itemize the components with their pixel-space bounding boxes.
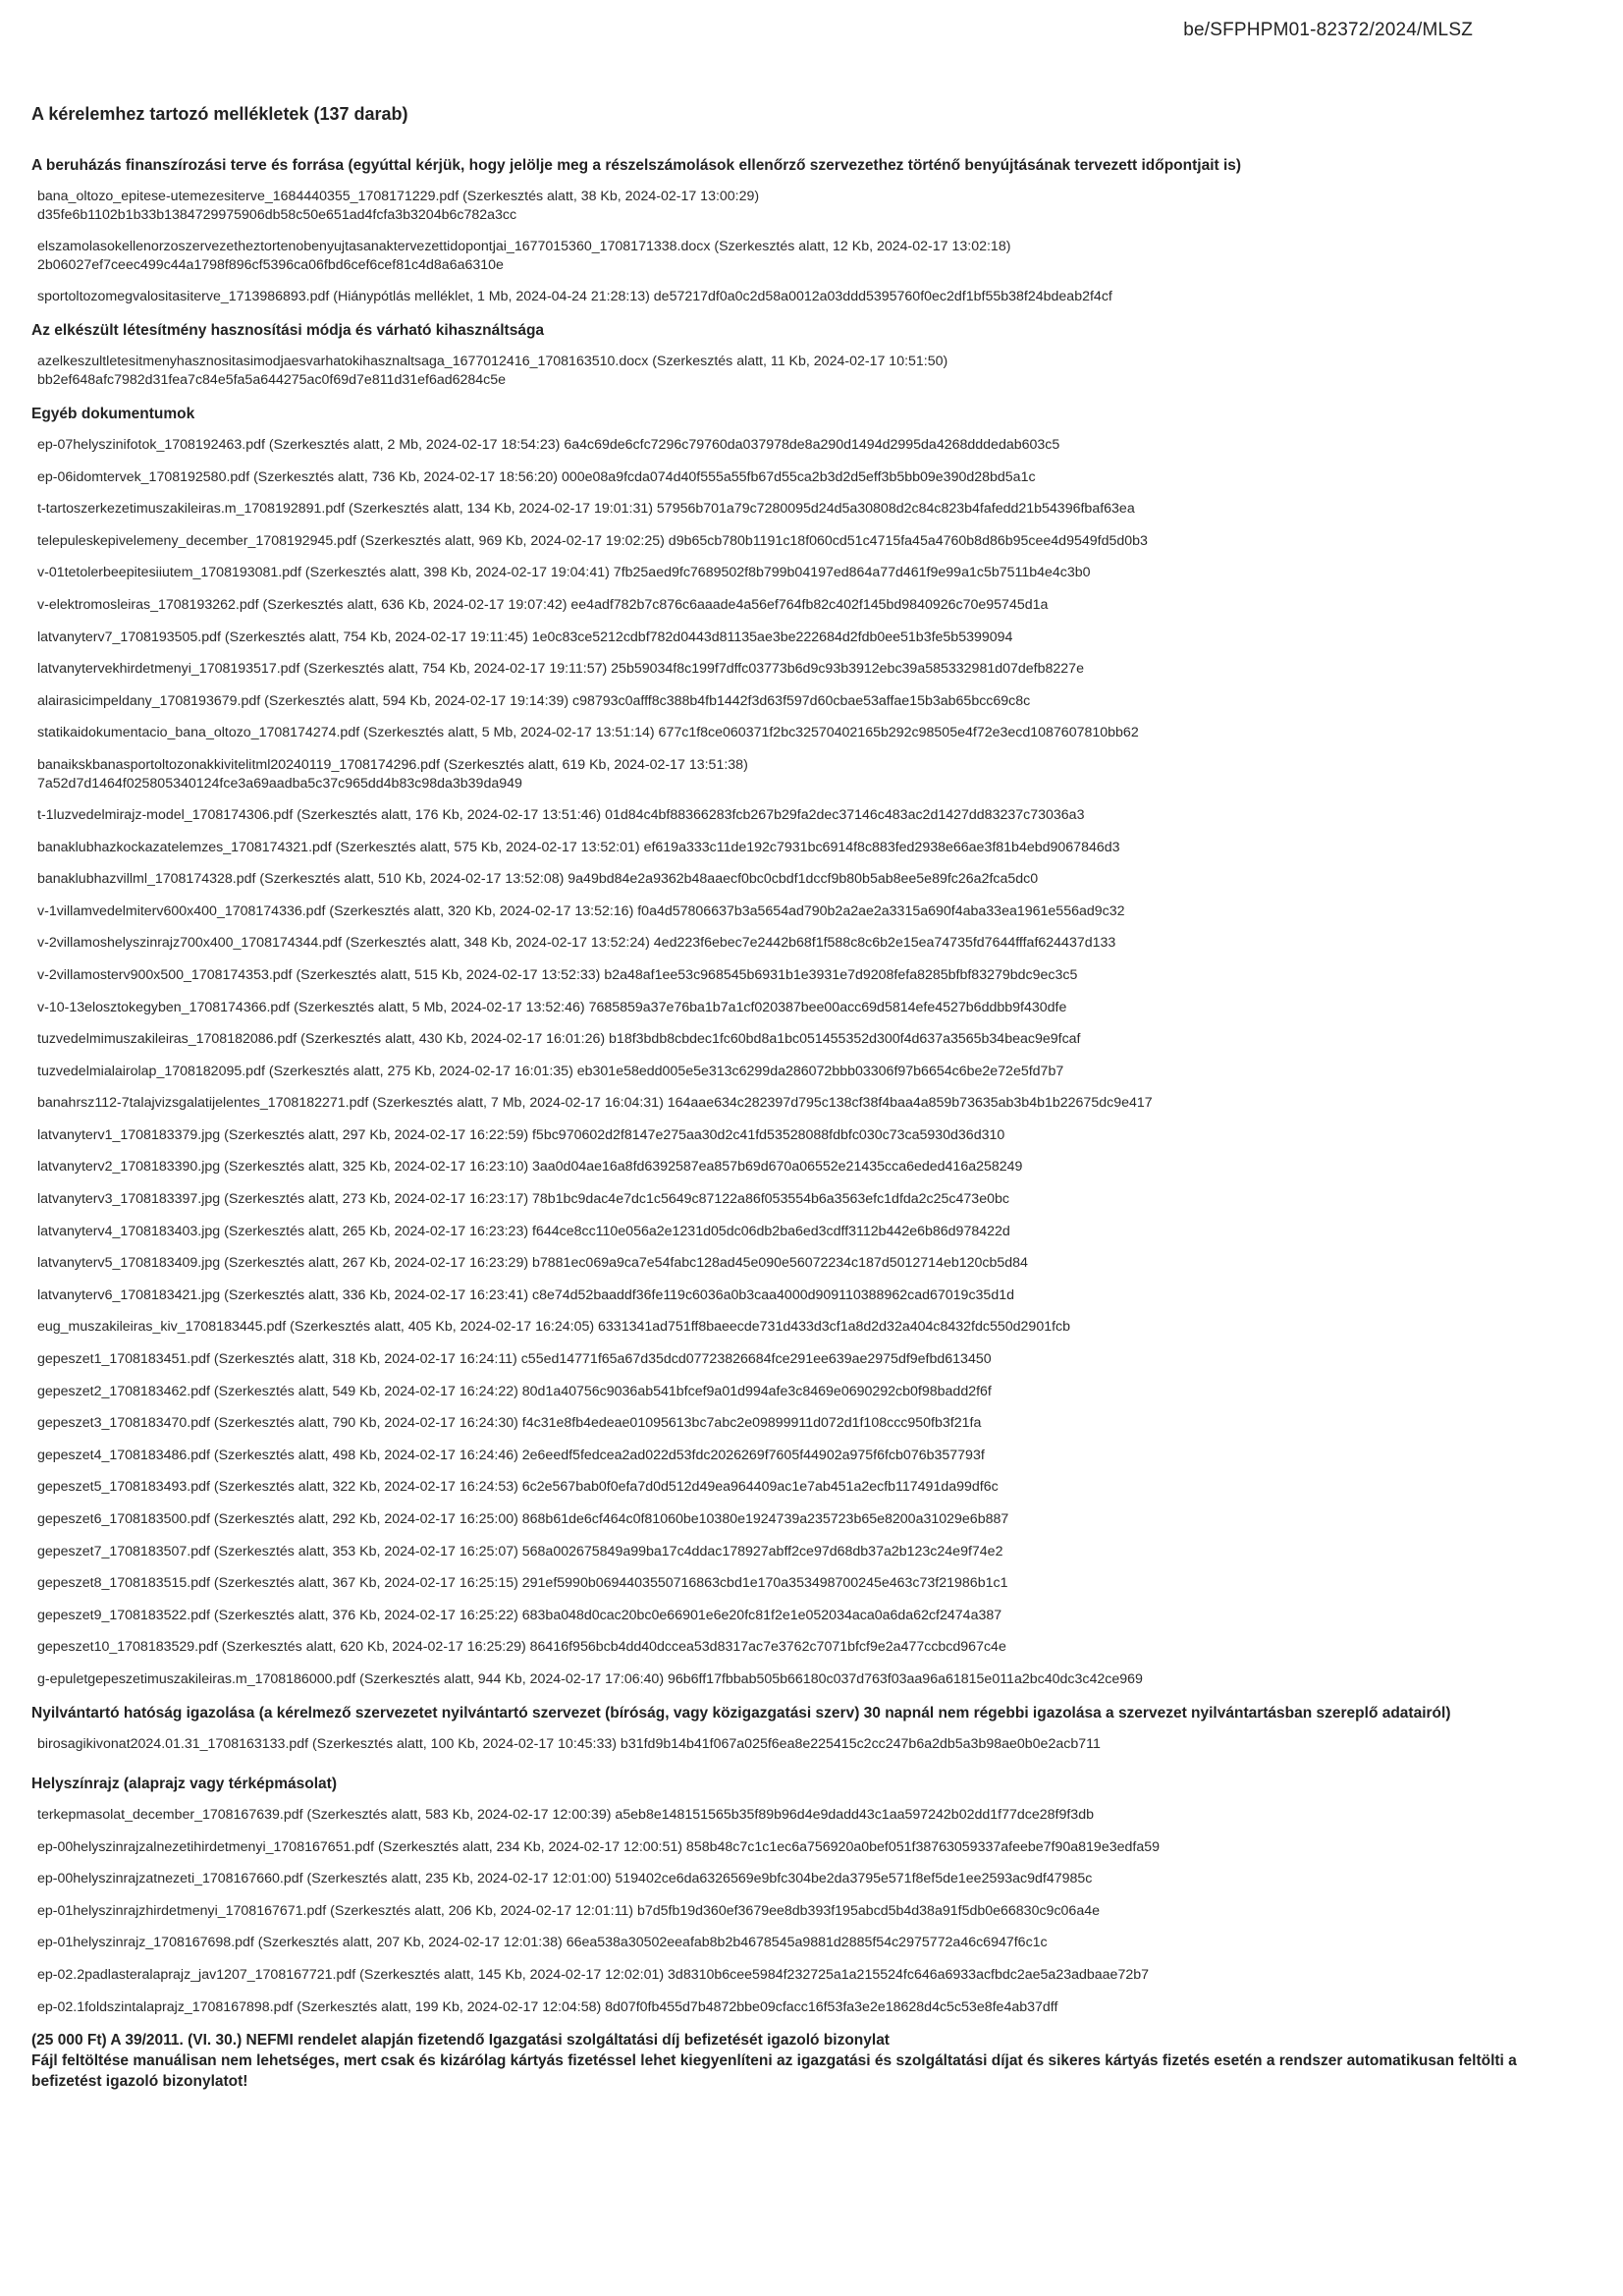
attachment-entry bbox=[37, 1670, 1524, 1689]
attachment-section bbox=[31, 155, 1524, 306]
attachment-file-info: ep-07helyszinifotok_1708192463.pdf (Szerkesztés alatt, 2 Mb, 2024-02-17 18:54:23) 6a4c69de6cfc7296c79760da037978de8a290d1494d2995da4268dddedab603c5 bbox=[37, 437, 1060, 453]
attachment-file-info: telepuleskepivelemeny_december_1708192945.pdf (Szerkesztés alatt, 969 Kb, 2024-02-17 19:02:25) d9b65cb780b1191c18f060cd51c4715fa45a4760b8d86b95cee4d9549fd5d0b3 bbox=[37, 532, 1148, 549]
attachment-entry bbox=[37, 999, 1524, 1017]
attachment-entry bbox=[37, 1870, 1524, 1888]
attachment-file-info: v-10-13elosztokegyben_1708174366.pdf (Szerkesztés alatt, 5 Mb, 2024-02-17 13:52:46) 7685859a37e76ba1b7a1cf020387bee00acc69d5814efe4527b6ddbb9f430dfe bbox=[37, 999, 1067, 1015]
attachment-file-info: gepeszet6_1708183500.pdf (Szerkesztés alatt, 292 Kb, 2024-02-17 16:25:00) 868b61de6cf464c0f81060be10380e1924739a235723b65e8200a31029e6b887 bbox=[37, 1511, 1009, 1527]
attachment-entry bbox=[37, 1318, 1524, 1337]
attachment-entry bbox=[37, 1510, 1524, 1529]
attachment-file-info: banaklubhazkockazatelemzes_1708174321.pdf (Szerkesztés alatt, 575 Kb, 2024-02-17 13:52:01) ef619a333c11de192c7931bc6914f8c883fed2938e66ae3f81b4ebd9067846d3 bbox=[37, 839, 1120, 855]
attachment-file-info: ep-02.1foldszintalaprajz_1708167898.pdf (Szerkesztés alatt, 199 Kb, 2024-02-17 12:04:58) 8d07f0fb455d7b4872bbe09cfacc16f53fa3e2e18628d4c5c53e8fe4ab37dff bbox=[37, 1998, 1058, 2015]
attachment-entry bbox=[37, 1126, 1524, 1145]
attachment-hash: bb2ef648afc7982d31fea7c84e5fa5a644275ac0f69d7e811d31ef6ad6284c5e bbox=[37, 372, 507, 388]
attachment-file-info: gepeszet9_1708183522.pdf (Szerkesztés alatt, 376 Kb, 2024-02-17 16:25:22) 683ba048d0cac20bc0e66901e6e20fc81f2e1e052034aca0a6da62cf2474a387 bbox=[37, 1607, 1002, 1623]
attachment-entry bbox=[37, 1350, 1524, 1369]
attachment-file-info: azelkeszultletesitmenyhasznositasimodjaesvarhatokihasznaltsaga_1677012416_1708163510.docx (Szerkesztés alatt, 11 Kb, 2024-02-17 10:51:50) bbox=[37, 354, 948, 369]
attachment-entry bbox=[37, 1254, 1524, 1273]
attachment-file-info: latvanyterv5_1708183409.jpg (Szerkesztés alatt, 267 Kb, 2024-02-17 16:23:29) b7881ec069a9ca7e54fabc128ad45e090e56072234c187d5012714eb120cb5d84 bbox=[37, 1255, 1028, 1272]
attachment-file-info: gepeszet5_1708183493.pdf (Szerkesztés alatt, 322 Kb, 2024-02-17 16:24:53) 6c2e567bab0f0efa7d0d512d49ea964409ac1e7ab451a2ecfb117491da99df6c bbox=[37, 1479, 999, 1496]
attachment-file-info: t-1luzvedelmirajz-model_1708174306.pdf (Szerkesztés alatt, 176 Kb, 2024-02-17 13:51:46) 01d84c4bf88366283fcb267b29fa2dec37146c483ac2d1427dd83237c73036a3 bbox=[37, 806, 1085, 823]
attachment-entry bbox=[37, 902, 1524, 921]
attachment-hash: 2b06027ef7ceec499c44a1798f896cf5396ca06fbd6cef6cef81c4d8a6a6310e bbox=[37, 257, 504, 273]
attachment-entry bbox=[37, 934, 1524, 953]
attachment-file-info: tuzvedelmimuszakileiras_1708182086.pdf (Szerkesztés alatt, 430 Kb, 2024-02-17 16:01:26) b18f3bdb8cbdec1fc60bd8a1bc051455352d300f4d637a3565b34beac9e9fcaf bbox=[37, 1031, 1081, 1048]
attachment-entry bbox=[37, 500, 1524, 519]
attachment-file-info: t-tartoszerkezetimuszakileiras.m_1708192891.pdf (Szerkesztés alatt, 134 Kb, 2024-02-17 19:01:31) 57956b701a79c7280095d24d5a30808d2c84c823b4fafedd21b54396fbaf63ea bbox=[37, 501, 1135, 518]
attachment-file-info: latvanyterv3_1708183397.jpg (Szerkesztés alatt, 273 Kb, 2024-02-17 16:23:17) 78b1bc9dac4e7dc1c5649c87122a86f053554b6a3563efc1dfda2c25c473e0bc bbox=[37, 1191, 1009, 1208]
fee-notice-title: (25 000 Ft) A 39/2011. (VI. 30.) NEFMI rendelet alapján fizetendő Igazgatási szolgáltatási díj befizetését igazoló bizonylat bbox=[31, 2032, 890, 2050]
attachment-entry bbox=[37, 1414, 1524, 1433]
reference-number: be/SFPHPM01-82372/2024/MLSZ bbox=[1183, 20, 1473, 40]
attachment-file-info: gepeszet1_1708183451.pdf (Szerkesztés alatt, 318 Kb, 2024-02-17 16:24:11) c55ed14771f65a67d35dcd07723826684fce291ee639ae2975df9efbd613450 bbox=[37, 1351, 992, 1368]
attachment-entry bbox=[37, 1383, 1524, 1401]
attachment-file-info: v-2villamoshelyszinrajz700x400_1708174344.pdf (Szerkesztés alatt, 348 Kb, 2024-02-17 13:52:24) 4ed223f6ebec7e2442b68f1f588c8c6b2e15ea74735fd7644fffaf624437d133 bbox=[37, 935, 1116, 952]
attachment-file-info: latvanytervekhirdetmenyi_1708193517.pdf (Szerkesztés alatt, 754 Kb, 2024-02-17 19:11:57) 25b59034f8c199f7dffc03773b6d9c93b3912ebc39a585332981d07defb8227e bbox=[37, 661, 1084, 678]
attachment-file-info: latvanyterv2_1708183390.jpg (Szerkesztés alatt, 325 Kb, 2024-02-17 16:23:10) 3aa0d04ae16a8fd6392587ea857b69d670a06552e21435cca6eded416a258249 bbox=[37, 1159, 1023, 1175]
attachment-entry bbox=[37, 724, 1524, 742]
attachment-entry bbox=[37, 870, 1524, 889]
attachment-file-info: banaklubhazvillml_1708174328.pdf (Szerkesztés alatt, 510 Kb, 2024-02-17 13:52:08) 9a49bd84e2a9362b48aaecf0bc0cbdf1dccf9b80b5ab8ee5e89fc26a2fca5dc0 bbox=[37, 871, 1039, 888]
page-title: A kérelemhez tartozó mellékletek (137 darab) bbox=[31, 104, 408, 124]
attachment-hash: 7a52d7d1464f025805340124fce3a69aadba5c37c965dd4b83c98da3b39da949 bbox=[37, 775, 522, 792]
attachment-entry bbox=[37, 288, 1524, 306]
attachment-section bbox=[31, 1703, 1524, 1754]
attachment-sections bbox=[31, 155, 1524, 2092]
attachment-file-info: gepeszet2_1708183462.pdf (Szerkesztés alatt, 549 Kb, 2024-02-17 16:24:22) 80d1a40756c9036ab541bfcef9a01d994afe3c8469e0690292cb0f98badd2f6f bbox=[37, 1383, 992, 1399]
attachment-entry bbox=[37, 1838, 1524, 1857]
attachment-file-info: eug_muszakileiras_kiv_1708183445.pdf (Szerkesztés alatt, 405 Kb, 2024-02-17 16:24:05) 6331341ad751ff8baeecde731d433d3cf1a8d2d32a404c8432fdc550d2901fcb bbox=[37, 1319, 1071, 1336]
attachment-entry bbox=[37, 1543, 1524, 1561]
attachment-file-info: latvanyterv6_1708183421.jpg (Szerkesztés alatt, 336 Kb, 2024-02-17 16:23:41) c8e74d52baaddf36fe119c6036a0b3caa4000d909110388962cad67019c35d1d bbox=[37, 1286, 1014, 1303]
attachment-file-info: sportoltozomegvalositasiterve_1713986893.pdf (Hiánypótlás melléklet, 1 Mb, 2024-04-24 21:28:13) de57217df0a0c2d58a0012a03ddd5395760f0ec2df1bf55b38f24bdeab2f4cf bbox=[37, 289, 1112, 304]
attachment-entry bbox=[37, 839, 1524, 857]
attachment-section bbox=[31, 404, 1524, 1689]
attachment-file-info: tuzvedelmialairolap_1708182095.pdf (Szerkesztés alatt, 275 Kb, 2024-02-17 16:01:35) eb301e58edd005e5e313c6299da286072bbb03306f97b6654c6be2e72e5fd7b7 bbox=[37, 1063, 1064, 1079]
attachment-entry bbox=[37, 353, 1524, 390]
attachment-file-info: gepeszet7_1708183507.pdf (Szerkesztés alatt, 353 Kb, 2024-02-17 16:25:07) 568a002675849a99ba17c4ddac178927abff2ce97d68db37a2b123c24e9f74e2 bbox=[37, 1543, 1003, 1559]
attachment-entry bbox=[37, 1030, 1524, 1049]
attachment-entry bbox=[37, 1607, 1524, 1625]
attachment-entry bbox=[37, 1574, 1524, 1593]
attachment-file-info: elszamolasokellenorzoszervezetheztortenobenyujtasanaktervezettidopontjai_1677015360_1708171338.docx (Szerkesztés alatt, 12 Kb, 2024-02-17 13:02:18) bbox=[37, 239, 1011, 254]
attachment-entry bbox=[37, 1478, 1524, 1497]
attachment-entry bbox=[37, 1094, 1524, 1113]
attachment-entry bbox=[37, 238, 1524, 275]
attachment-file-info: gepeszet4_1708183486.pdf (Szerkesztés alatt, 498 Kb, 2024-02-17 16:24:46) 2e6eedf5fedcea2ad022d53fdc2026269f7605f44902a975f6fcb076b357793f bbox=[37, 1447, 985, 1463]
attachment-entry bbox=[37, 1286, 1524, 1305]
attachment-file-info: latvanyterv4_1708183403.jpg (Szerkesztés alatt, 265 Kb, 2024-02-17 16:23:23) f644ce8cc110e056a2e1231d05dc06db2ba6ed3cdff3112b442e6b86d978422d bbox=[37, 1223, 1010, 1239]
attachment-entry bbox=[37, 1638, 1524, 1657]
attachment-file-info: banahrsz112-7talajvizsgalatijelentes_1708182271.pdf (Szerkesztés alatt, 7 Mb, 2024-02-17 16:04:31) 164aae634c282397d795c138cf38f4baa4a859b73635ab3b4b1b22675dc9e417 bbox=[37, 1095, 1153, 1112]
attachment-file-info: g-epuletgepeszetimuszakileiras.m_1708186000.pdf (Szerkesztés alatt, 944 Kb, 2024-02-17 17:06:40) 96b6ff17fbbab505b66180c037d763f03aa96a61815e011a2bc40dc3c42ce969 bbox=[37, 1670, 1143, 1687]
attachment-file-info: v-2villamosterv900x500_1708174353.pdf (Szerkesztés alatt, 515 Kb, 2024-02-17 13:52:33) b2a48af1ee53c968545b6931b1e3931e7d9208fefa8285bfbf83279bdc9ec3c5 bbox=[37, 966, 1078, 983]
attachment-entry bbox=[37, 1158, 1524, 1176]
attachment-file-info: v-elektromosleiras_1708193262.pdf (Szerkesztés alatt, 636 Kb, 2024-02-17 19:07:42) ee4adf782b7c876c6aaade4a56ef764fb82c402f145bd9840926c70e95745d1a bbox=[37, 596, 1049, 613]
attachment-section bbox=[31, 1774, 1524, 2017]
section-title: Egyéb dokumentumok bbox=[31, 406, 195, 422]
attachment-file-info: ep-02.2padlasteralaprajz_jav1207_1708167721.pdf (Szerkesztés alatt, 145 Kb, 2024-02-17 12:02:01) 3d8310b6cee5984f232725a1a215524fc646a6933acfbdc2ae5a23adbaae72b7 bbox=[37, 1966, 1150, 1983]
attachment-entry bbox=[37, 1447, 1524, 1465]
attachment-entry bbox=[37, 564, 1524, 582]
attachment-entry bbox=[37, 188, 1524, 225]
attachment-entry bbox=[37, 532, 1524, 551]
attachment-file-info: ep-01helyszinrajzhirdetmenyi_1708167671.pdf (Szerkesztés alatt, 206 Kb, 2024-02-17 12:01:11) b7d5fb19d360ef3679ee8db393f195abcd5b4d38a91f5db0e66830c9c06a4e bbox=[37, 1902, 1100, 1919]
attachment-entry bbox=[37, 756, 1524, 793]
attachment-entry bbox=[37, 1223, 1524, 1241]
attachment-file-info: alairasicimpeldany_1708193679.pdf (Szerkesztés alatt, 594 Kb, 2024-02-17 19:14:39) c98793c0afff8c388b4fb1442f3d63f597d60cbae53affae15b3ab65bcc69c8c bbox=[37, 692, 1031, 709]
attachment-entry bbox=[37, 1806, 1524, 1825]
attachment-entry bbox=[37, 596, 1524, 615]
attachment-entry bbox=[37, 1902, 1524, 1921]
attachment-file-info: latvanyterv7_1708193505.pdf (Szerkesztés alatt, 754 Kb, 2024-02-17 19:11:45) 1e0c83ce5212cdbf782d0443d81135ae3be222684d2fdb0ee51b3fe5b5399094 bbox=[37, 629, 1013, 645]
attachment-entry bbox=[37, 966, 1524, 985]
attachment-file-info: statikaidokumentacio_bana_oltozo_1708174274.pdf (Szerkesztés alatt, 5 Mb, 2024-02-17 13:51:14) 677c1f8ce060371f2bc32570402165b292c98505e4f72e3ecd1087607810bb62 bbox=[37, 725, 1139, 741]
attachment-file-info: gepeszet10_1708183529.pdf (Szerkesztés alatt, 620 Kb, 2024-02-17 16:25:29) 86416f956bcb4dd40dccea53d8317ac7e3762c7071bfcf9e2a477ccbcd967c4e bbox=[37, 1639, 1006, 1656]
attachment-entry bbox=[37, 1998, 1524, 2017]
attachment-entry bbox=[37, 1966, 1524, 1985]
attachment-file-info: v-1villamvedelmiterv600x400_1708174336.pdf (Szerkesztés alatt, 320 Kb, 2024-02-17 13:52:16) f0a4d57806637b3a5654ad790b2a2ae2a3315a690f4aba33ea1961e556ad9c32 bbox=[37, 902, 1125, 919]
section-title: Helyszínrajz (alaprajz vagy térképmásolat) bbox=[31, 1775, 337, 1792]
attachment-file-info: ep-00helyszinrajzatnezeti_1708167660.pdf (Szerkesztés alatt, 235 Kb, 2024-02-17 12:01:00) 519402ce6da6326569e9bfc304be2da3795e571f8ef5de1ee2593ac9df47985c bbox=[37, 1871, 1093, 1887]
attachment-entry bbox=[37, 692, 1524, 711]
attachment-entry bbox=[37, 1934, 1524, 1952]
attachment-entry bbox=[37, 436, 1524, 455]
attachment-section bbox=[31, 320, 1524, 390]
attachment-file-info: v-01tetolerbeepitesiiutem_1708193081.pdf (Szerkesztés alatt, 398 Kb, 2024-02-17 19:04:41) 7fb25aed9fc7689502f8b799b04197ed864a77d461f9e99a1c5b7511b4e4c3b0 bbox=[37, 565, 1091, 581]
attachment-entry bbox=[37, 1190, 1524, 1209]
attachment-file-info: bana_oltozo_epitese-utemezesiterve_1684440355_1708171229.pdf (Szerkesztés alatt, 38 Kb, 2024-02-17 13:00:29) bbox=[37, 189, 760, 204]
attachment-entry bbox=[37, 806, 1524, 825]
attachment-file-info: gepeszet3_1708183470.pdf (Szerkesztés alatt, 790 Kb, 2024-02-17 16:24:30) f4c31e8fb4edeae01095613bc7abc2e09899911d072d1f108ccc950fb3f21fa bbox=[37, 1415, 982, 1432]
attachment-entry bbox=[37, 1735, 1524, 1754]
attachment-file-info: ep-06idomtervek_1708192580.pdf (Szerkesztés alatt, 736 Kb, 2024-02-17 18:56:20) 000e08a9fcda074d40f555a55fb67d55ca2b3d2d5eff3b5bb09e390d28bd5a1c bbox=[37, 468, 1036, 485]
attachment-hash: d35fe6b1102b1b33b1384729975906db58c50e651ad4fcfa3b3204b6c782a3cc bbox=[37, 207, 517, 223]
attachment-file-info: terkepmasolat_december_1708167639.pdf (Szerkesztés alatt, 583 Kb, 2024-02-17 12:00:39) a5eb8e148151565b35f89b96d4e9dadd43c1aa597242b02dd1f77dce28f9f3db bbox=[37, 1806, 1094, 1823]
attachment-entry bbox=[37, 1063, 1524, 1081]
attachment-file-info: latvanyterv1_1708183379.jpg (Szerkesztés alatt, 297 Kb, 2024-02-17 16:22:59) f5bc970602d2f8147e275aa30d2c41fd53528088fdbfc030c73ca5930d36d310 bbox=[37, 1126, 1005, 1143]
attachment-file-info: ep-00helyszinrajzalnezetihirdetmenyi_1708167651.pdf (Szerkesztés alatt, 234 Kb, 2024-02-17 12:00:51) 858b48c7c1c1ec6a756920a0bef051f38763059337afeebe7f90a819e3edfa59 bbox=[37, 1838, 1160, 1855]
attachment-file-info: ep-01helyszinrajz_1708167698.pdf (Szerkesztés alatt, 207 Kb, 2024-02-17 12:01:38) 66ea538a30502eeafab8b2b4678545a9881d2885f54c2975772a46c6947f6c1c bbox=[37, 1935, 1048, 1951]
fee-notice-text: Fájl feltöltése manuálisan nem lehetséges, mert csak és kizárólag kártyás fizetéssel lehet kiegyenlíteni az igazgatási és szolgáltatási díjat és sikeres kártyás fizetés esetén a rendszer automatikusan feltölti a befizetést igazoló bizonylatot! bbox=[31, 2052, 1517, 2091]
attachment-entry bbox=[37, 629, 1524, 647]
attachment-entry bbox=[37, 660, 1524, 679]
attachment-file-info: birosagikivonat2024.01.31_1708163133.pdf (Szerkesztés alatt, 100 Kb, 2024-02-17 10:45:33) b31fd9b14b41f067a025f6ea8e225415c2cc247b6a2db5a3b98ae0b0e2acb711 bbox=[37, 1735, 1101, 1752]
fee-notice bbox=[31, 2030, 1524, 2092]
section-title: Nyilvántartó hatóság igazolása (a kérelmező szervezetet nyilvántartó szervezet (bíróság, vagy közigazgatási szerv) 30 napnál nem régebbi igazolása a szervezet nyilvántartásban szereplő adatairól) bbox=[31, 1704, 1451, 1722]
section-title: A beruházás finanszírozási terve és forrása (egyúttal kérjük, hogy jelölje meg a részelszámolások ellenőrző szervezethez történő benyújtásának tervezett időpontjait is) bbox=[31, 157, 1242, 174]
attachment-file-info: banaikskbanasportoltozonakkivitelitml20240119_1708174296.pdf (Szerkesztés alatt, 619 Kb, 2024-02-17 13:51:38) bbox=[37, 756, 748, 773]
attachment-entry bbox=[37, 468, 1524, 487]
section-title: Az elkészült létesítmény hasznosítási módja és várható kihasználtsága bbox=[31, 322, 545, 339]
attachment-file-info: gepeszet8_1708183515.pdf (Szerkesztés alatt, 367 Kb, 2024-02-17 16:25:15) 291ef5990b0694403550716863cbd1e170a353498700245e463c73f21986b1c1 bbox=[37, 1575, 1008, 1592]
